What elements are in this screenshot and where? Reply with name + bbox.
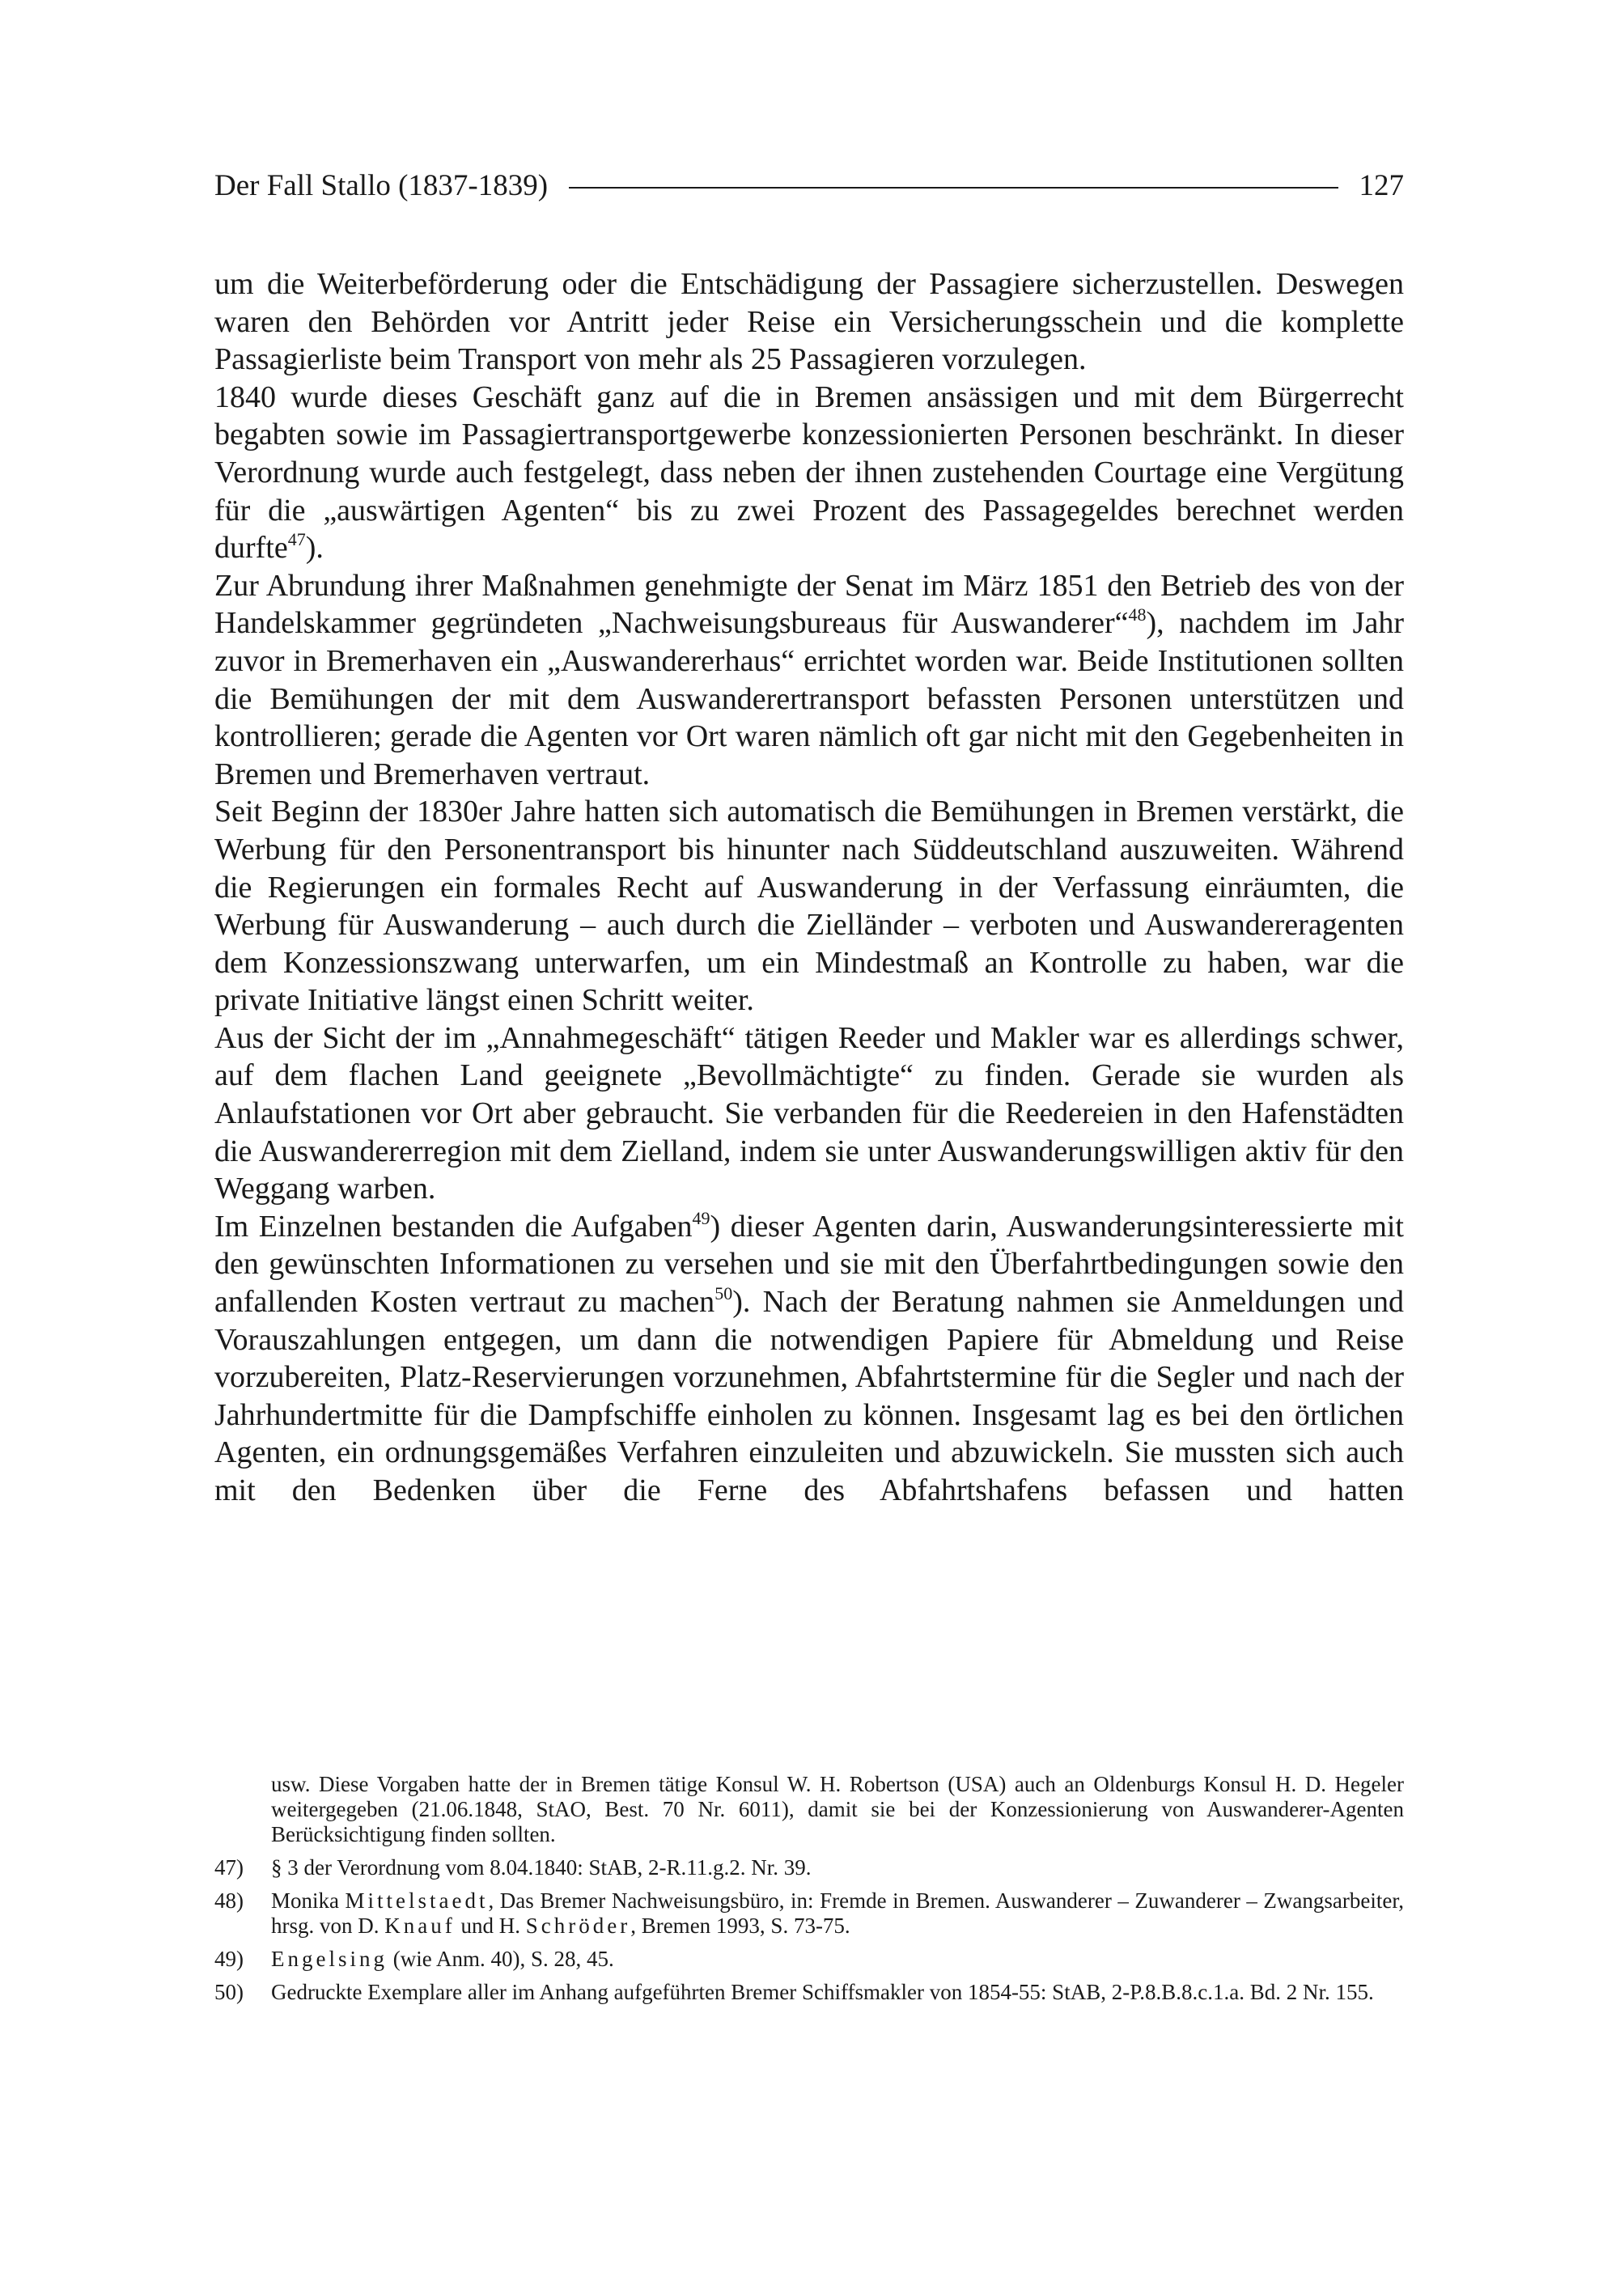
footnote-number: 49) [214,1947,244,1971]
footnotes [214,1772,1404,2013]
text-run: § 3 der Verordnung vom 8.04.1840: StAB, 2-R.11.g.2. Nr. 39. [271,1855,812,1880]
text-run: Zur Abrundung ihrer Maßnahmen genehmigte der Senat im März 1851 den Betrieb des von der Handelskammer gegründeten „Nachweisungsbureaus für Auswanderer“ [214,568,1404,641]
paragraph [214,1019,1404,1208]
text-run: Im Einzelnen bestanden die Aufgaben [214,1209,693,1244]
text-run: , Das Bremer Nachweisungsbüro, in: Fremde in Bremen. Auswanderer – Zuwanderer – Zwangsarbeiter, hrsg. von D. [271,1888,1404,1938]
footnote [214,1855,1404,1880]
author-name: Mittelstaedt [345,1888,489,1913]
text-run: Seit Beginn der 1830er Jahre hatten sich automatisch die Bemühungen in Bremen verstärkt, die Werbung für den Personentransport bis hinunter nach Süddeutschland auszuweiten. Während die Regierungen ein formales Recht auf Auswanderung in der Verfassung einräumten, die Werbung für Auswanderung – auch durch die Zielländer – verboten und Auswandereragenten dem Konzessionszwang unterwarfen, um ein Mindestmaß an Kontrolle zu haben, war die private Initiative längst einen Schritt weiter. [214,795,1404,1018]
footnote-reference: 49 [692,1207,710,1228]
footnote-number: 48) [214,1888,244,1913]
footnote-continuation: usw. Diese Vorgaben hatte der in Bremen tätige Konsul W. H. Robertson (USA) auch an Oldenburgs Konsul H. D. Hegeler weitergegeben (21.06.1848, StAO, Best. 70 Nr. 6011), damit sie bei der Konzessionierung von Auswanderer-Agenten Berücksichtigung finden sollten. [271,1772,1404,1846]
author-name: Schröder [525,1914,631,1938]
footnote-text [271,1855,1404,1880]
header-rule [569,187,1338,189]
paragraph [214,265,1404,379]
text-run: ). [305,531,324,566]
text-run: Aus der Sicht der im „Annahmegeschäft“ tätigen Reeder und Makler war es allerdings schwer, auf dem flachen Land geeignete „Bevollmächtigte“ zu finden. Gerade sie wurden als Anlaufstationen vor Ort aber gebraucht. Sie verbanden für die Reedereien in den Hafenstädten die Auswandererregion mit dem Zielland, indem sie unter Auswanderungswilligen aktiv für den Weggang warben. [214,1020,1404,1206]
footnote-number: 50) [214,1980,244,2004]
paragraph [214,793,1404,1019]
paragraph [214,379,1404,567]
footnote [214,1947,1404,1972]
text-run: ). Nach der Beratung nahmen sie Anmeldungen und Vorauszahlungen entgegen, um dann die notwendigen Papiere für Abmeldung und Reise vorzubereiten, Platz-Reservierungen vorzunehmen, Abfahrtstermine für die Segler und nach der Jahrhundertmitte für die Dampfschiffe einholen zu können. Insgesamt lag es bei den örtlichen Agenten, ein ordnungsgemäßes Verfahren einzuleiten und abzuwickeln. Sie mussten sich auch mit den Bedenken über die Ferne des Abfahrtshafens befassen und hatten [214,1285,1404,1507]
author-name: Knauf [384,1914,456,1938]
footnote [214,1980,1404,2005]
text-run: um die Weiterbeförderung oder die Entschädigung der Passagiere sicherzustellen. Deswegen waren den Behörden vor Antritt jeder Reise ein Versicherungsschein und die komplette Passagierliste beim Transport von mehr als 25 Passagieren vorzulegen. [214,267,1404,377]
footnote [214,1888,1404,1939]
text-run: und H. [455,1914,526,1938]
running-header [214,166,1404,206]
text-run: (wie Anm. 40), S. 28, 45. [388,1947,614,1971]
text-run: Monika [271,1888,346,1913]
main-text [214,265,1404,1510]
text-run: ), nachdem im Jahr zuvor in Bremerhaven ein „Auswandererhaus“ errichtet worden war. Beide Institutionen sollten die Bemühungen der mit dem Auswanderertransport befassten Personen unterstützen und kontrollieren; gerade die Agenten vor Ort waren nämlich oft gar nicht mit den Gegebenheiten in Bremen und Bremerhaven vertraut. [214,606,1404,791]
author-name: Engelsing [271,1947,388,1971]
paragraph [214,1208,1404,1510]
page-number: 127 [1359,169,1404,202]
text-run: 1840 wurde dieses Geschäft ganz auf die in Bremen ansässigen und mit dem Bürgerrecht begabten sowie im Passagiertransportgewerbe konzessionierten Personen beschränkt. In dieser Verordnung wurde auch festgelegt, dass neben der ihnen zustehenden Courtage eine Vergütung für die „auswärtigen Agenten“ bis zu zwei Prozent des Passagegeldes berechnet werden durfte [214,379,1404,566]
text-run: Gedruckte Exemplare aller im Anhang aufgeführten Bremer Schiffsmakler von 1854-55: StAB, 2-P.8.B.8.c.1.a. Bd. 2 Nr. 155. [271,1980,1374,2004]
footnote-reference: 47 [287,529,306,550]
paragraph [214,567,1404,794]
footnote-number: 47) [214,1855,244,1880]
footnote-text [271,1947,1404,1972]
text-run: , Bremen 1993, S. 73-75. [630,1914,850,1938]
text-run: ) dieser Agenten darin, Auswanderungsinteressierte mit den gewünschten Informationen zu versehen und sie mit den Überfahrtbedingungen sowie den anfallenden Kosten vertraut zu machen [214,1209,1404,1320]
footnote-reference: 50 [714,1283,733,1304]
footnote-text [271,1980,1404,2005]
footnote-text [271,1888,1404,1939]
chapter-title: Der Fall Stallo (1837-1839) [214,169,549,202]
footnote-list [214,1855,1404,2005]
footnote-reference: 48 [1128,604,1147,625]
